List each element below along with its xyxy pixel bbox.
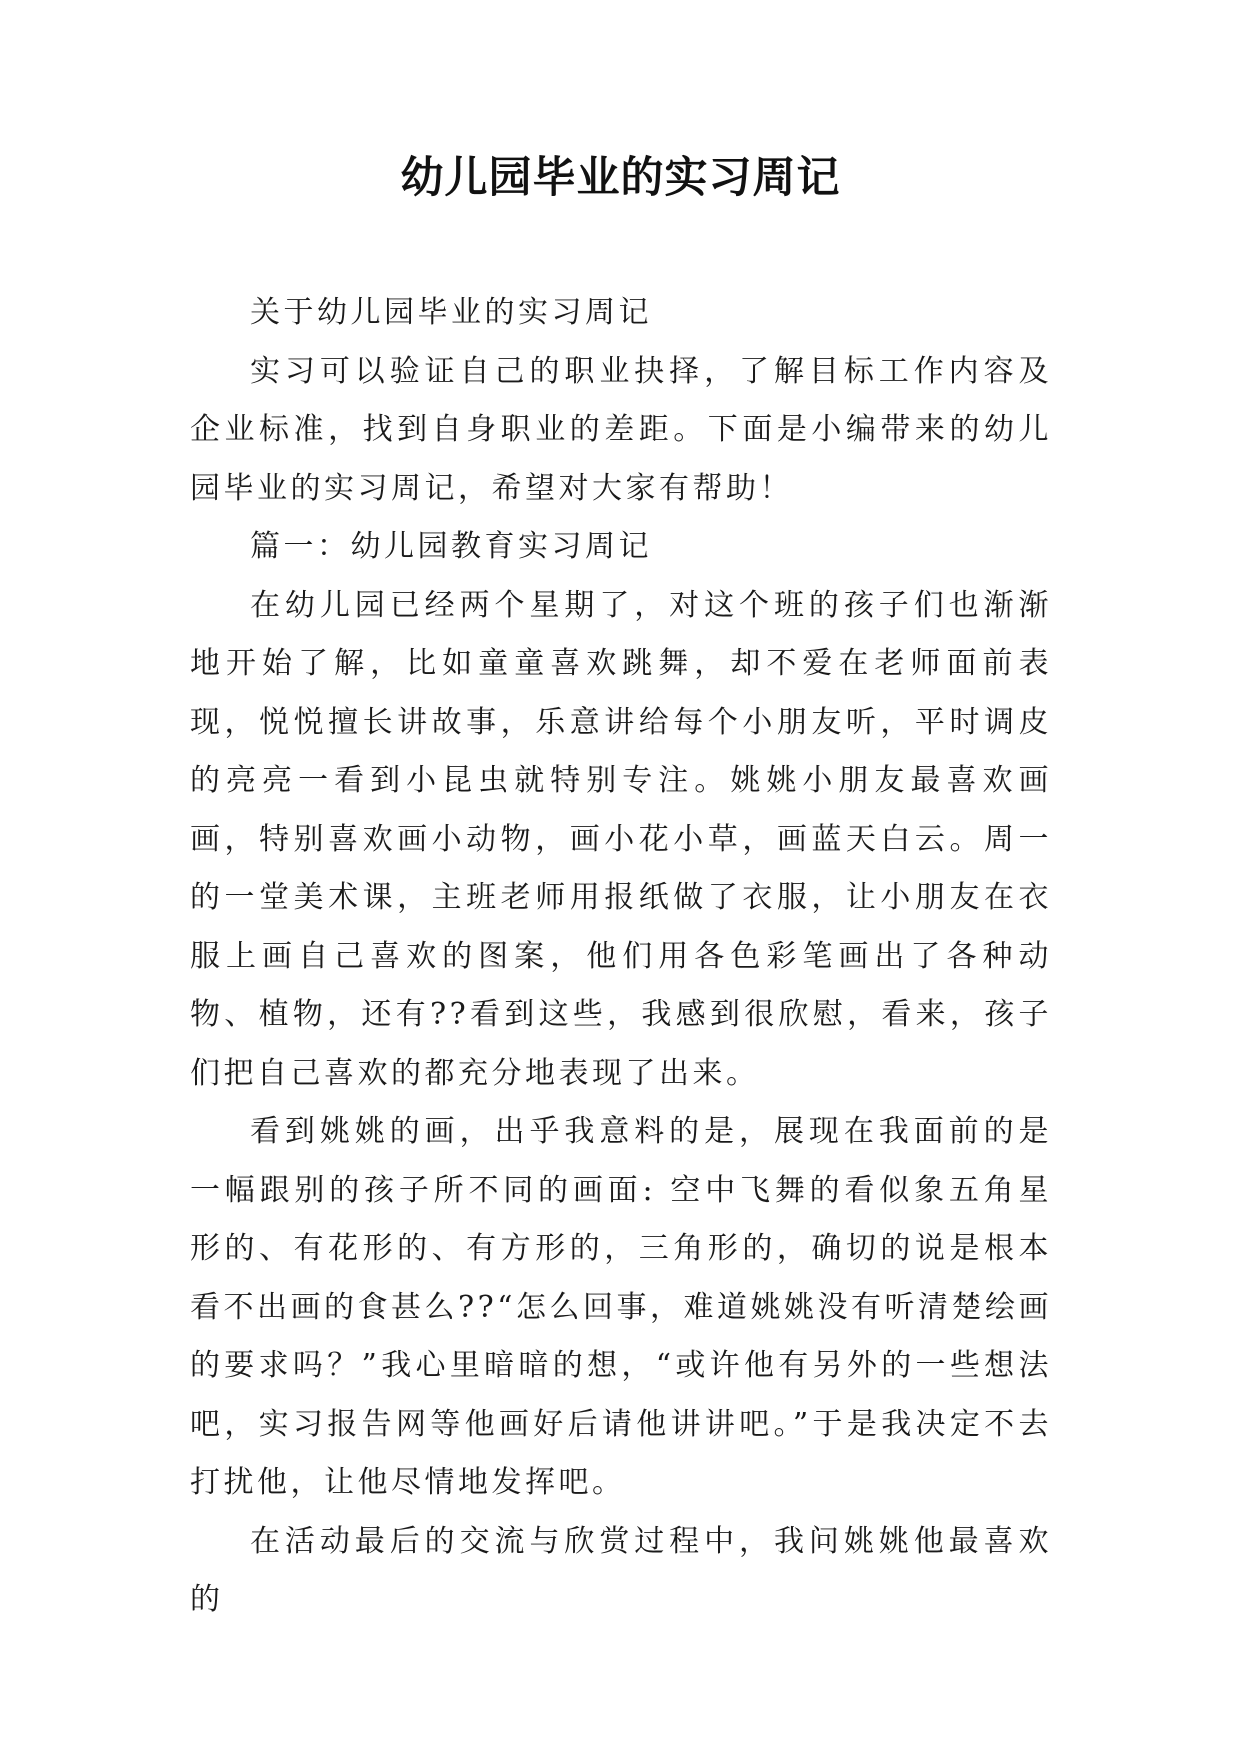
paragraph-body: 在活动最后的交流与欣赏过程中，我问姚姚他最喜欢的	[190, 1523, 1052, 1617]
paragraph-subtitle: 关于幼儿园毕业的实习周记	[250, 295, 652, 330]
paragraph-intro: 实习可以验证自己的职业抉择，了解目标工作内容及企业标准，找到自身职业的差距。下面是小编带来的幼儿园毕业的实习周记，希望对大家有帮助！	[190, 353, 1052, 506]
paragraph-section-heading: 篇一：幼儿园教育实习周记	[250, 529, 652, 564]
document-title: 幼儿园毕业的实习周记	[400, 153, 841, 203]
paragraph-body: 在幼儿园已经两个星期了，对这个班的孩子们也渐渐地开始了解，比如童童喜欢跳舞，却不爱在老师面前表现，悦悦擅长讲故事，乐意讲给每个小朋友听，平时调皮的亮亮一看到小昆虫就特别专注。姚姚小朋友最喜欢画画，特别喜欢画小动物，画小花小草，画蓝天白云。周一的一堂美术课，主班老师用报纸做了衣服，让小朋友在衣服上画自己喜欢的图案，他们用各色彩笔画出了各种动物、植物，还有??看到这些，我感到很欣慰，看来，孩子们把自己喜欢的都充分地表现了出来。	[190, 587, 1052, 1091]
paragraph-body: 看到姚姚的画，出乎我意料的是，展现在我面前的是一幅跟别的孩子所不同的画面: 空中飞舞的看似象五角星形的、有花形的、有方形的，三角形的，确切的说是根本看不出画的食甚么??“怎么回事，难道姚姚没有听清楚绘画的要求吗？”我心里暗暗的想，“或许他有另外的一些想法吧，实习报告网等他画好后请他讲讲吧。”于是我决定不去打扰他，让他尽情地发挥吧。	[190, 1114, 1053, 1500]
document-body	[190, 284, 1052, 1630]
